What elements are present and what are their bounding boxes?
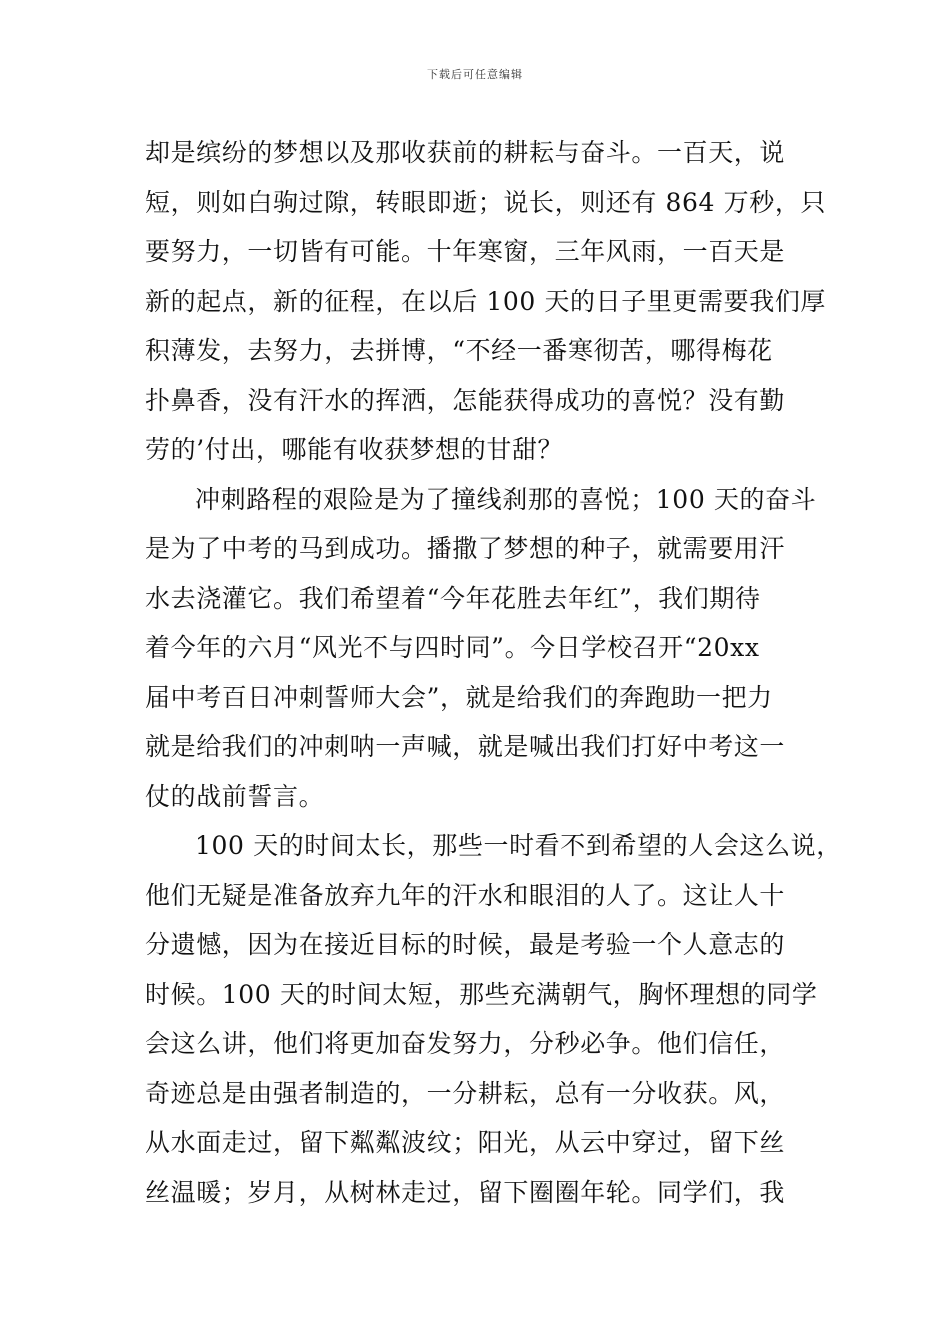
text-line: 就是给我们的冲刺呐一声喊，就是喊出我们打好中考这一	[145, 732, 786, 761]
text-line: 扑鼻香，没有汗水的挥洒，怎能获得成功的喜悦？没有勤	[145, 385, 786, 415]
text-line: 新的起点，新的征程，在以后 100 天的日子里更需要我们厚	[145, 286, 827, 316]
text-line: 会这么讲，他们将更加奋发努力，分秒必争。他们信任，	[145, 1029, 786, 1058]
text-line: 着今年的六月“风光不与四时同”。今日学校召开“20xx	[145, 633, 760, 662]
text-line: 短，则如白驹过隙，转眼即逝；说长，则还有 864 万秒，只	[145, 187, 827, 217]
text-line: 时候。100 天的时间太短，那些充满朝气，胸怀理想的同学	[145, 979, 818, 1009]
text-line: 劳的’付出，哪能有收获梦想的甘甜？	[145, 435, 564, 464]
text-line: 届中考百日冲刺誓师大会”，就是给我们的奔跑助一把力	[145, 682, 773, 712]
text-line: 水去浇灌它。我们希望着“今年花胜去年红”，我们期待	[145, 583, 761, 613]
text-line: 要努力，一切皆有可能。十年寒窗，三年风雨，一百天是	[145, 237, 786, 266]
paragraph-start-line: 100 天的时间太长，那些一时看不到希望的人会这么说，	[195, 831, 842, 860]
text-line: 分遗憾，因为在接近目标的时候，最是考验一个人意志的	[145, 930, 786, 959]
page-header: 下载后可任意编辑	[427, 68, 523, 81]
text-line: 是为了中考的马到成功。播撒了梦想的种子，就需要用汗	[145, 534, 786, 563]
text-line: 奇迹总是由强者制造的，一分耕耘，总有一分收获。风，	[145, 1078, 786, 1108]
text-line: 他们无疑是准备放弃九年的汗水和眼泪的人了。这让人十	[145, 880, 786, 910]
paragraph-start-line: 冲刺路程的艰险是为了撞线刹那的喜悦；100 天的奋斗	[195, 484, 817, 514]
text-line: 从水面走过，留下粼粼波纹；阳光，从云中穿过，留下丝	[145, 1128, 786, 1157]
text-line: 却是缤纷的梦想以及那收获前的耕耘与奋斗。一百天，说	[145, 138, 786, 167]
text-line: 丝温暖；岁月，从树林走过，留下圈圈年轮。同学们，我	[145, 1177, 786, 1207]
document-body	[145, 128, 842, 1217]
text-line: 积薄发，去努力，去拼博，“不经一番寒彻苦，哪得梅花	[145, 336, 773, 365]
text-line: 仗的战前誓言。	[145, 781, 325, 811]
